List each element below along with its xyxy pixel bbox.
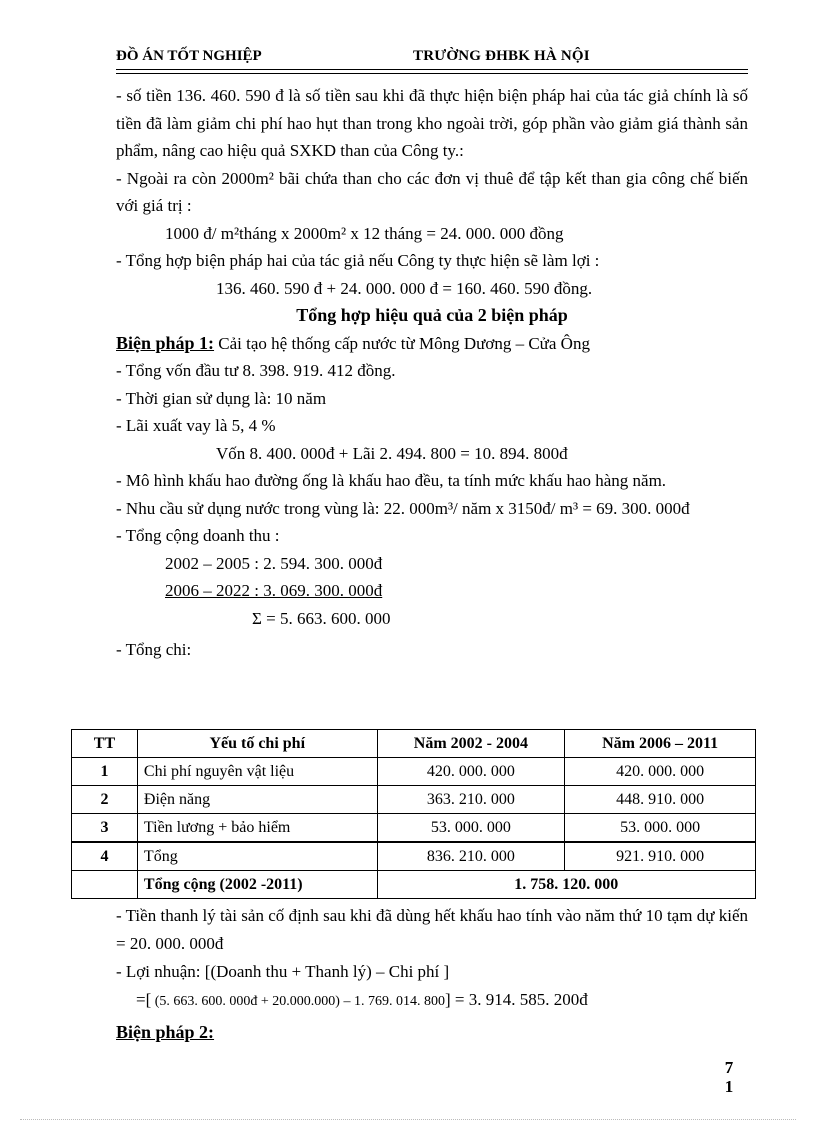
row-number: 1	[72, 758, 138, 786]
row-value-period-2: 420. 000. 000	[565, 758, 756, 786]
formula-profit-inner: (5. 663. 600. 000đ + 20.000.000) – 1. 769. 014. 800	[151, 994, 445, 1009]
row-label: Tổng	[137, 842, 377, 871]
section-title: Tổng hợp hiệu quả của 2 biện pháp	[296, 305, 568, 325]
page-header	[116, 46, 748, 68]
row-value-period-2: 921. 910. 000	[565, 842, 756, 871]
header-university-label: TRƯỜNG ĐHBK HÀ NỘI	[413, 48, 590, 64]
row-label: Điện năng	[137, 786, 377, 814]
row-value-period-1: 363. 210. 000	[377, 786, 565, 814]
revenue-line-2-text: 2006 – 2022 : 3. 069. 300. 000đ	[165, 581, 383, 600]
header-rule-thick	[116, 69, 748, 70]
table-row	[72, 842, 756, 871]
page-number-line-2: 1	[724, 1077, 734, 1096]
paragraph-liquidation: - Tiền thanh lý tài sản cố định sau khi đã dùng hết khấu hao tính vào năm thứ 10 tạm dự kiến = 20. 000. 000đ	[116, 906, 748, 953]
paragraph-depreciation: - Mô hình khấu hao đường ống là khấu hao đều, ta tính mức khấu hao hàng năm.	[116, 471, 667, 490]
row-value-period-2: 448. 910. 000	[565, 786, 756, 814]
row-number: 3	[72, 814, 138, 843]
formula-profit	[116, 986, 748, 1016]
table-row	[72, 786, 756, 814]
paragraph-storage-yard: - Ngoài ra còn 2000m² bãi chứa than cho các đơn vị thuê để tập kết than gia công chế biến với giá trị :	[116, 168, 748, 215]
cost-table	[71, 729, 756, 899]
column-header-period-2: Năm 2006 – 2011	[565, 730, 756, 758]
formula-capital: Vốn 8. 400. 000đ + Lãi 2. 494. 800 = 10. 894. 800đ	[216, 443, 568, 463]
table-total-row	[72, 871, 756, 899]
formula-profit-result: ] = 3. 914. 585. 200đ	[444, 990, 588, 1009]
measure-1-description: Cải tạo hệ thống cấp nước từ Mông Dương – Cửa Ông	[214, 333, 590, 353]
paragraph-summary-measure-2: - Tổng hợp biện pháp hai của tác giả nếu Công ty thực hiện sẽ làm lợi :	[116, 251, 600, 270]
measure-1-heading	[116, 330, 748, 358]
formula-total-measure-2: 136. 460. 590 đ + 24. 000. 000 đ = 160. 460. 590 đồng.	[216, 278, 593, 298]
paragraph-investment: - Tổng vốn đầu tư 8. 398. 919. 412 đồng.	[116, 361, 396, 380]
page-number-line-1: 7	[724, 1058, 734, 1077]
after-table-content	[116, 902, 748, 1047]
paragraph-interest-rate: - Lãi xuất vay là 5, 4 %	[116, 416, 276, 435]
row-value-period-1: 53. 000. 000	[377, 814, 565, 843]
main-content	[116, 82, 748, 664]
row-number: 2	[72, 786, 138, 814]
column-header-period-1: Năm 2002 - 2004	[377, 730, 565, 758]
page-number	[722, 1058, 736, 1096]
paragraph-profit: - Lợi nhuận: [(Doanh thu + Thanh lý) – Chi phí ]	[116, 962, 450, 981]
header-thesis-label: ĐỒ ÁN TỐT NGHIỆP	[116, 48, 262, 64]
header-rule-thin	[116, 73, 748, 74]
paragraph-expense-label: - Tổng chi:	[116, 640, 192, 659]
row-value-period-1: 836. 210. 000	[377, 842, 565, 871]
table-row	[72, 758, 756, 786]
formula-rent: 1000 đ/ m²tháng x 2000m² x 12 tháng = 24. 000. 000 đồng	[165, 223, 564, 243]
paragraph-water-demand: - Nhu cầu sử dụng nước trong vùng là: 22. 000m³/ năm x 3150đ/ m³ = 69. 300. 000đ	[116, 498, 690, 518]
paragraph-savings: - số tiền 136. 460. 590 đ là số tiền sau khi đã thực hiện biện pháp hai của tác giả chính là số tiền đã làm giảm chi phí hao hụt than trong kho ngoài trời, góp phần vào giảm giá thành sản phẩm, nâng cao hiệu quả SXKD than của Công ty.:	[116, 86, 748, 160]
row-label: Tiền lương + bảo hiểm	[137, 814, 377, 843]
revenue-line-2	[116, 577, 748, 605]
formula-profit-open: =[	[136, 990, 152, 1009]
paragraph-usage-time: - Thời gian sử dụng là: 10 năm	[116, 388, 327, 408]
table-header-row	[72, 730, 756, 758]
total-empty-cell	[72, 871, 138, 899]
page-bottom-divider	[20, 1119, 796, 1120]
column-header-tt: TT	[72, 730, 138, 758]
measure-2-heading	[116, 1018, 748, 1047]
revenue-line-1: 2002 – 2005 : 2. 594. 300. 000đ	[165, 553, 383, 573]
row-label: Chi phí nguyên vật liệu	[137, 758, 377, 786]
cost-table-wrapper	[71, 729, 758, 899]
measure-1-label: Biện pháp 1:	[116, 332, 215, 353]
total-label: Tổng cộng (2002 -2011)	[137, 871, 377, 899]
table-row	[72, 814, 756, 843]
row-value-period-1: 420. 000. 000	[377, 758, 565, 786]
column-header-cost-factor: Yếu tố chi phí	[137, 730, 377, 758]
revenue-sum: Σ = 5. 663. 600. 000	[252, 608, 391, 628]
measure-2-label: Biện pháp 2:	[116, 1022, 215, 1042]
paragraph-revenue-label: - Tổng cộng doanh thu :	[116, 526, 280, 545]
total-value: 1. 758. 120. 000	[377, 871, 755, 899]
row-number: 4	[72, 842, 138, 871]
row-value-period-2: 53. 000. 000	[565, 814, 756, 843]
